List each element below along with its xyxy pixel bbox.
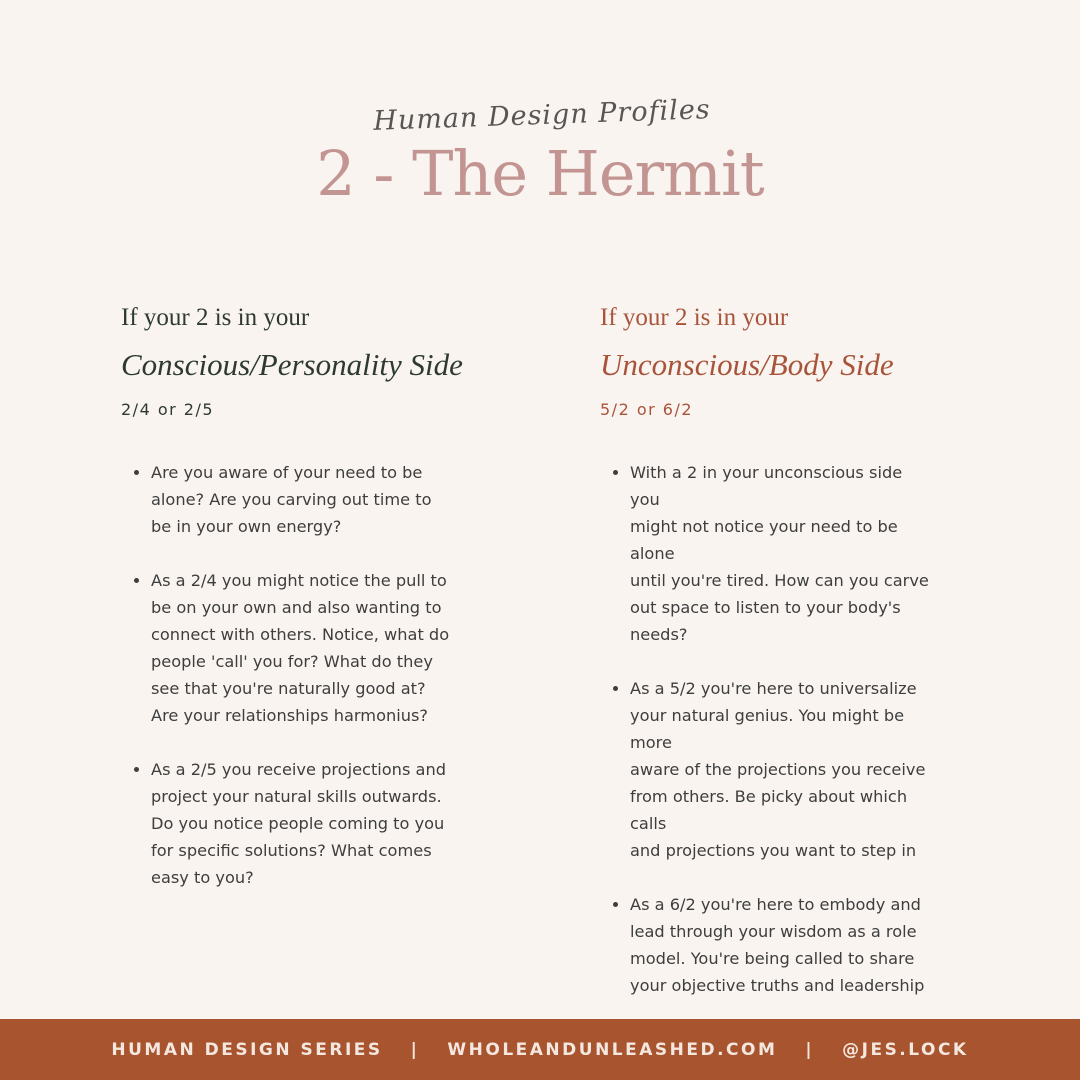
footer-website-link[interactable]: WHOLEANDUNLEASHED.COM xyxy=(447,1039,778,1060)
footer-separator: | xyxy=(805,1039,815,1060)
right-intro: If your 2 is in your xyxy=(600,304,789,331)
bullet-icon xyxy=(134,470,139,475)
script-subtitle: Human Design Profiles xyxy=(372,94,712,137)
page-title: 2 - The Hermit xyxy=(316,137,764,210)
left-bullet-list xyxy=(131,459,451,918)
bullet-icon xyxy=(613,686,618,691)
header xyxy=(0,96,1080,212)
footer-text xyxy=(111,1040,968,1060)
footer-handle-link[interactable]: @JES.LOCK xyxy=(842,1039,969,1060)
left-profile-codes: 2/4 or 2/5 xyxy=(121,400,215,419)
list-item xyxy=(610,891,930,999)
conscious-column xyxy=(121,296,501,887)
footer-separator: | xyxy=(410,1039,420,1060)
list-item-text: As a 5/2 you're here to universalize your natural genius. You might be more aware of the projections you receive from others. Be picky about which calls and projections you want to step in xyxy=(630,679,926,860)
footer-series: HUMAN DESIGN SERIES xyxy=(111,1039,383,1060)
list-item-text: As a 2/4 you might notice the pull to be on your own and also wanting to connect with others. Notice, what do people 'call' you for? What do they see that you're naturally good at? Are your relationships harmonius? xyxy=(151,571,450,725)
bullet-icon xyxy=(613,902,618,907)
list-item xyxy=(131,567,451,729)
bullet-icon xyxy=(613,470,618,475)
list-item xyxy=(610,675,930,864)
list-item xyxy=(131,756,451,891)
right-bullet-list xyxy=(610,459,930,1026)
right-profile-codes: 5/2 or 6/2 xyxy=(600,400,694,419)
unconscious-column xyxy=(600,296,980,995)
list-item xyxy=(610,459,930,648)
bullet-icon xyxy=(134,767,139,772)
list-item-text: With a 2 in your unconscious side you might not notice your need to be alone until you're tired. How can you carve out space to listen to your body's needs? xyxy=(630,463,929,644)
footer-bar xyxy=(0,1019,1080,1080)
left-intro: If your 2 is in your xyxy=(121,304,310,331)
list-item-text: As a 2/5 you receive projections and project your natural skills outwards. Do you notice people coming to you for specific solutions? What comes easy to you? xyxy=(151,760,446,887)
list-item-text: Are you aware of your need to be alone? Are you carving out time to be in your own energy? xyxy=(151,463,432,536)
list-item xyxy=(131,459,451,540)
right-side-heading: Unconscious/Body Side xyxy=(600,347,894,382)
list-item-text: As a 6/2 you're here to embody and lead through your wisdom as a role model. You're being called to share your objective truths and leadership xyxy=(630,895,925,995)
left-side-heading: Conscious/Personality Side xyxy=(121,347,463,382)
bullet-icon xyxy=(134,578,139,583)
